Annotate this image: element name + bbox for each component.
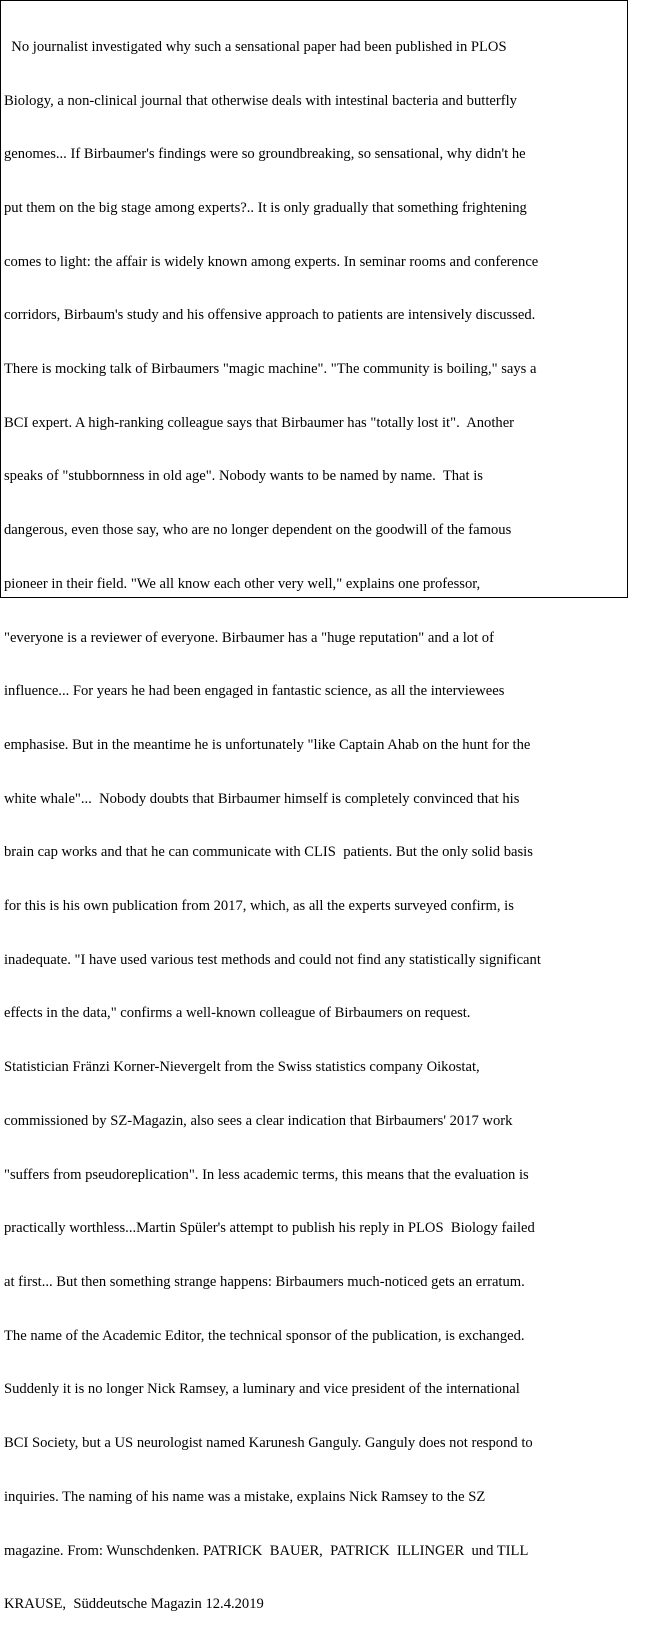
text-line: practically worthless...Martin Spüler's attempt to publish his reply in PLOS Biology failed xyxy=(4,1220,535,1237)
text-line: There is mocking talk of Birbaumers "magic machine". "The community is boiling," says a xyxy=(4,361,537,378)
text-line: brain cap works and that he can communicate with CLIS patients. But the only solid basis xyxy=(4,844,533,861)
text-line: commissioned by SZ-Magazin, also sees a clear indication that Birbaumers' 2017 work xyxy=(4,1112,513,1129)
text-line: for this is his own publication from 2017, which, as all the experts surveyed confirm, is xyxy=(4,898,514,915)
text-line: emphasise. But in the meantime he is unfortunately "like Captain Ahab on the hunt for the xyxy=(4,736,531,753)
text-line: Suddenly it is no longer Nick Ramsey, a luminary and vice president of the international xyxy=(4,1381,520,1398)
text-line: magazine. From: Wunschdenken. PATRICK BAUER, PATRICK ILLINGER und TILL xyxy=(4,1542,529,1559)
text-line: white whale"... Nobody doubts that Birbaumer himself is completely convinced that his xyxy=(4,790,520,807)
text-line: The name of the Academic Editor, the technical sponsor of the publication, is exchanged. xyxy=(4,1327,525,1344)
text-line: BCI Society, but a US neurologist named Karunesh Ganguly. Ganguly does not respond to xyxy=(4,1435,533,1452)
text-line: corridors, Birbaum's study and his offensive approach to patients are intensively discussed. xyxy=(4,307,536,324)
text-line: comes to light: the affair is widely known among experts. In seminar rooms and conference xyxy=(4,253,539,270)
text-line: pioneer in their field. "We all know each other very well," explains one professor, xyxy=(4,575,481,592)
article-excerpt xyxy=(4,3,646,1650)
text-line: "everyone is a reviewer of everyone. Birbaumer has a "huge reputation" and a lot of xyxy=(4,629,494,646)
text-line: BCI expert. A high-ranking colleague says that Birbaumer has "totally lost it". Another xyxy=(4,414,515,431)
text-line: inadequate. "I have used various test methods and could not find any statistically significant xyxy=(4,951,541,968)
text-line: influence... For years he had been engaged in fantastic science, as all the interviewees xyxy=(4,683,505,700)
text-line: Statistician Fränzi Korner-Nievergelt from the Swiss statistics company Oikostat, xyxy=(4,1059,480,1076)
text-line: put them on the big stage among experts?.. It is only gradually that something frightening xyxy=(4,199,527,216)
text-line: "suffers from pseudoreplication". In less academic terms, this means that the evaluation is xyxy=(4,1166,529,1183)
text-line: effects in the data," confirms a well-known colleague of Birbaumers on request. xyxy=(4,1005,471,1022)
text-line: dangerous, even those say, who are no longer dependent on the goodwill of the famous xyxy=(4,522,512,539)
text-line: No journalist investigated why such a sensational paper had been published in PLOS xyxy=(4,38,507,55)
text-line: genomes... If Birbaumer's findings were so groundbreaking, so sensational, why didn't he xyxy=(4,146,526,163)
text-line: inquiries. The naming of his name was a mistake, explains Nick Ramsey to the SZ xyxy=(4,1488,486,1505)
text-line: KRAUSE, Süddeutsche Magazin 12.4.2019 xyxy=(4,1596,264,1613)
text-line: at first... But then something strange happens: Birbaumers much-noticed gets an erratum. xyxy=(4,1273,525,1290)
text-line: speaks of "stubbornness in old age". Nobody wants to be named by name. That is xyxy=(4,468,483,485)
text-line: Biology, a non-clinical journal that otherwise deals with intestinal bacteria and butterfly xyxy=(4,92,517,109)
